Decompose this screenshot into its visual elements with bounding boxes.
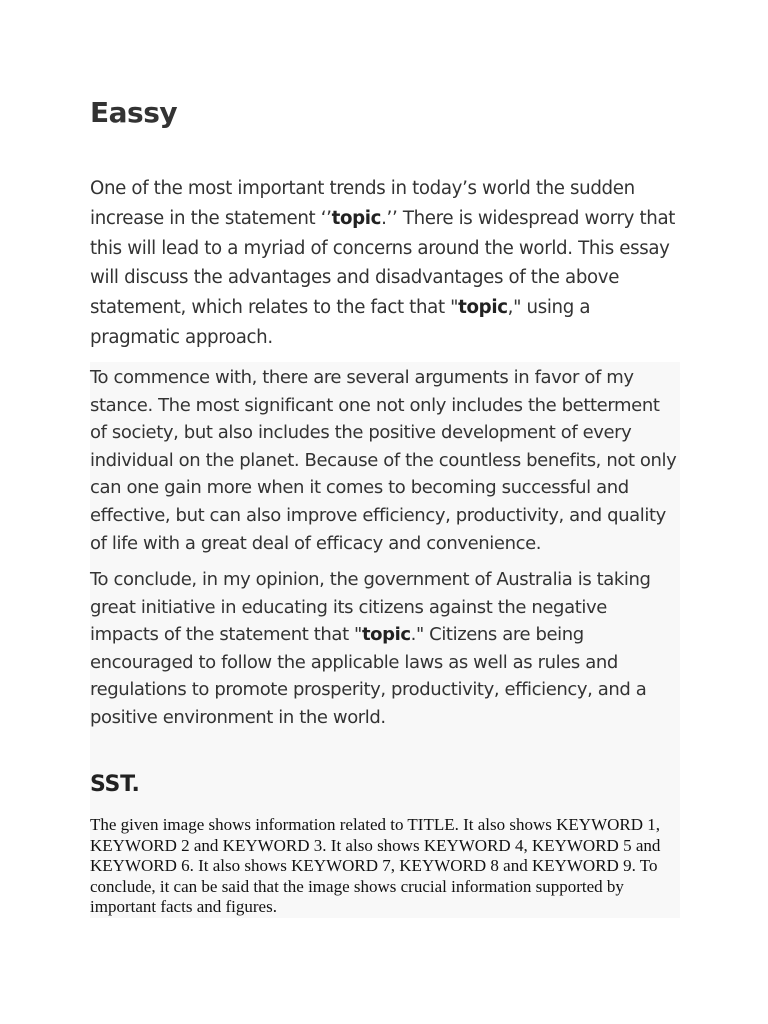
conclusion-text-2: ." Citizens are being encouraged to follow the applicable laws as well as rules and regulations to promote prosperity, productivity, efficiency, and a positive environment in the world.: [90, 624, 647, 728]
conclusion-topic: topic: [361, 624, 411, 646]
essay-intro-paragraph: [90, 174, 680, 353]
essay-conclusion-paragraph: [90, 566, 680, 732]
intro-topic-2: topic: [458, 297, 508, 319]
sst-heading: SST.: [90, 772, 140, 797]
intro-text-3: ," using a pragmatic approach.: [90, 297, 591, 348]
intro-text-2: .’’ There is widespread worry that this will lead to a myriad of concerns around the world. This essay will discuss the advantages and disadvantages of the above statement, which relates to the fact that ": [90, 207, 676, 319]
conclusion-text-1: To conclude, in my opinion, the government of Australia is taking great initiative in educating its citizens against the negative impacts of the statement that ": [90, 569, 651, 646]
sst-paragraph: The given image shows information related to TITLE. It also shows KEYWORD 1, KEYWORD 2 and KEYWORD 3. It also shows KEYWORD 4, KEYWORD 5 and KEYWORD 6. It also shows KEYWORD 7, KEYWORD 8 and KEYWORD 9. To conclude, it can be said that the image shows crucial information supported by important facts and figures.: [90, 815, 661, 917]
essay-body-paragraph: To commence with, there are several arguments in favor of my stance. The most significant one not only includes the betterment of society, but also includes the positive development of every individual on the planet. Because of the countless benefits, not only can one gain more when it comes to becoming successful and effective, but can also improve efficiency, productivity, and quality of life with a great deal of efficacy and convenience.: [90, 367, 677, 554]
intro-topic-1: topic: [331, 207, 382, 229]
essay-heading: Eassy: [90, 96, 178, 129]
intro-text-1: One of the most important trends in today’s world the sudden increase in the statement ‘’: [90, 178, 635, 229]
